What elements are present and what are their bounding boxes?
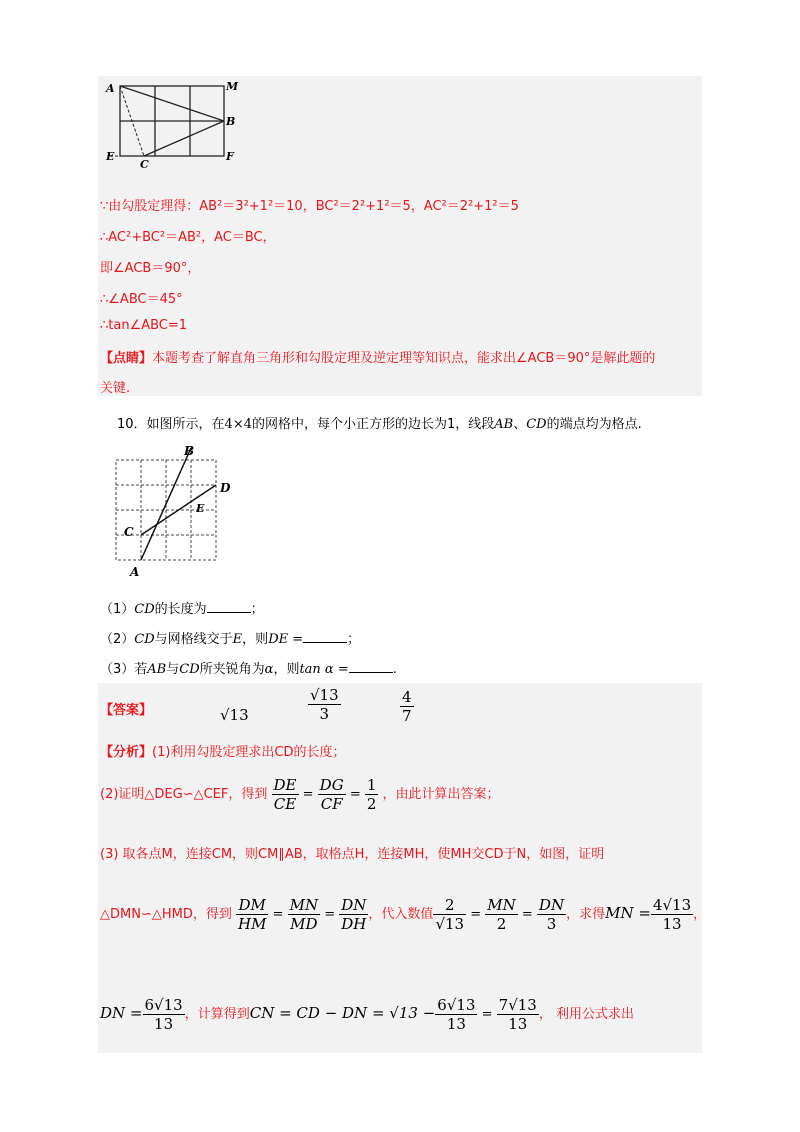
label-F: F [226, 150, 234, 163]
q10-part1: （1）CD的长度为 ； [100, 598, 264, 617]
analysis-s4: △DMN∽△HMD，得到 $\frac{DM}{HM}$ = $\frac{MN}{MD}$ = $\frac{DN}{DH}$ ，代入数值 $\frac{2}{√13}$ = $\frac{MN}{2}$ = $\frac{DN}{3}$ ，求得MN = $\frac{4√13}{13}$ ， [100, 896, 707, 933]
answer-blank-3[interactable] [349, 659, 393, 673]
comment-tag: 【点睛】 [100, 351, 153, 366]
label-C: C [140, 158, 149, 170]
q10-stem: 10．如图所示，在4×4的网格中，每个小正方形的边长为1，线段AB、CD的端点均为格点. [117, 417, 642, 432]
answer-1: √13 [220, 706, 249, 724]
label-B: B [226, 115, 236, 128]
label-C: C [124, 525, 134, 539]
sol9-comment-b: 关键. [100, 381, 131, 396]
analysis-s1: 【分析】(1)利用勾股定理求出CD的长度； [100, 745, 346, 760]
q10-part3: （3）若AB与CD所夹锐角为α，则tan α = . [100, 658, 397, 677]
label-B: B [184, 444, 195, 458]
label-E: E [106, 150, 115, 163]
sol9-line5: ∴tan∠ABC=1 [100, 318, 188, 333]
analysis-s2: (2)证明△DEG∽△CEF，得到 $\frac{DE}{CE}$ = $\frac{DG}{CF}$ = $\frac{1}{2}$ ，由此计算出答案； [100, 776, 500, 813]
label-M: M [226, 80, 239, 93]
answer-blank-1[interactable] [207, 599, 251, 613]
analysis-s5: DN = $\frac{6√13}{13}$ ，计算得到CN = CD − DN = √13 − $\frac{6√13}{13}$ = $\frac{7√13}{13}$ ， 利用公式求出 [100, 996, 634, 1033]
answer-tag: 【答案】 [100, 703, 153, 718]
q10-part2: （2）CD与网格线交于E，则DE = ； [100, 628, 360, 647]
answer-blank-2[interactable] [303, 629, 347, 643]
label-E: E [196, 502, 205, 515]
sol9-line3: 即∠ACB＝90°， [100, 261, 201, 276]
label-A: A [106, 82, 115, 95]
answer-2: $\frac{√13}{3}$ [310, 686, 339, 723]
sol9-line4: ∴∠ABC＝45° [100, 292, 183, 307]
answer-3: $\frac{4}{7}$ [402, 688, 412, 725]
figure-q9-grid [104, 80, 246, 170]
label-A: A [130, 565, 140, 579]
analysis-s3: (3) 取各点M，连接CM，则CM∥AB，取格点H，连接MH，使MH交CD于N，如图，证明 [100, 847, 605, 862]
figure-q10-grid [112, 442, 242, 582]
sol9-line1: ∵由勾股定理得：AB²＝3²+1²＝10，BC²＝2²+1²＝5，AC²＝2²+1²＝5 [100, 199, 519, 214]
sol9-line2: ∴AC²+BC²＝AB²，AC＝BC， [100, 230, 276, 245]
sol9-comment [100, 347, 655, 366]
label-D: D [220, 481, 231, 495]
comment-text-a: 本题考查了解直角三角形和勾股定理及逆定理等知识点，能求出∠ACB＝90°是解此题的 [152, 351, 656, 366]
